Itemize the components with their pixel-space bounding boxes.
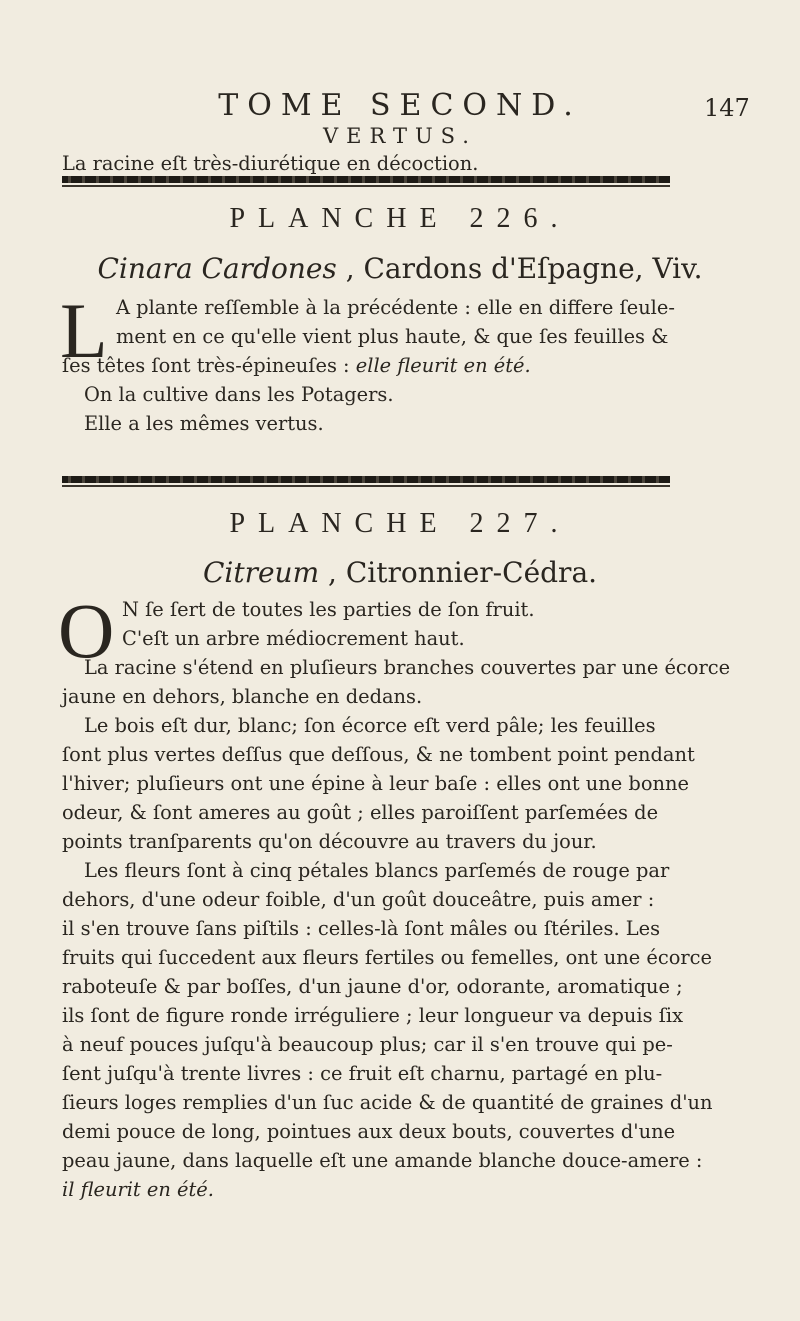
common-name: Cardons d'Eſpagne, Viv. [363,252,703,285]
text-line: ment en ce qu'elle vient plus haute, & que ſes feuilles & [116,325,669,348]
text-line: à neuf pouces juſqu'à beaucoup plus; car il s'en trouve qui pe- [62,1033,673,1056]
ornamental-rule [62,176,670,183]
text-line [62,1178,214,1201]
text-line: fruits qui ſuccedent aux fleurs fertiles ou femelles, ont une écorce [62,946,712,969]
text-line: odeur, & ſont ameres au goût ; elles paroiſſent parſemées de [62,801,659,824]
plate-title [0,252,800,285]
text-line: Elle a les mêmes vertus. [84,412,324,435]
page-number: 147 [704,94,750,122]
text-line: points tranſparents qu'on découvre au travers du jour. [62,830,597,853]
plate-title [0,556,800,589]
text-line: Les fleurs ſont à cinq pétales blancs parſemés de rouge par [84,859,670,882]
ornamental-rule [62,476,670,483]
italic-note: elle fleurit en été. [355,354,531,377]
intro-line: La racine eſt très-diurétique en décoction. [62,152,479,175]
text-line: peau jaune, dans laquelle eſt une amande blanche douce-amere : [62,1149,703,1172]
text-line: ſont plus vertes deſſus que deſſous, & ne tombent point pendant [62,743,695,766]
latin-name: Citreum [202,556,320,589]
text-line: ſieurs loges remplies d'un ſuc acide & de quantité de graines d'un [62,1091,713,1114]
running-title: TOME SECOND. [218,88,582,123]
section-title: VERTUS. [323,124,477,148]
drop-cap: O [58,587,115,674]
text-line: ſent juſqu'à trente livres : ce fruit eſt charnu, partagé en plu- [62,1062,663,1085]
text-line: ils ſont de figure ronde irréguliere ; leur longueur va depuis ſix [62,1004,684,1027]
name-separator: , [319,556,346,589]
text-line: Le bois eſt dur, blanc; ſon écorce eſt verd pâle; les feuilles [84,714,656,737]
plate-heading: PLANCHE 227. [229,508,571,539]
text-line: N ſe ſert de toutes les parties de ſon fruit. [122,598,535,621]
name-separator: , [336,252,364,285]
text-line: dehors, d'une odeur foible, d'un goût douceâtre, puis amer : [62,888,655,911]
text-line: demi pouce de long, pointues aux deux bouts, couvertes d'une [62,1120,676,1143]
latin-name: Cinara Cardones [97,252,337,285]
text-line: l'hiver; pluſieurs ont une épine à leur baſe : elles ont une bonne [62,772,689,795]
common-name: Citronnier-Cédra. [345,556,598,589]
text-line: La racine s'étend en pluſieurs branches couvertes par une écorce [84,656,731,679]
text-line: A plante reſſemble à la précédente : elle en differe ſeule- [116,296,675,319]
text-span: ſes têtes ſont très-épineuſes : [62,354,350,377]
text-line: C'eſt un arbre médiocrement haut. [122,627,465,650]
text-line [62,354,531,377]
text-line: il s'en trouve ſans piſtils : celles-là ſont mâles ou ſtériles. Les [62,917,661,940]
italic-note: il fleurit en été. [62,1178,214,1201]
drop-cap: L [60,287,108,374]
plate-heading: PLANCHE 226. [229,203,571,234]
text-line: jaune en dehors, blanche en dedans. [62,685,423,708]
text-line: On la cultive dans les Potagers. [84,383,394,406]
text-line: raboteuſe & par boſſes, d'un jaune d'or, odorante, aromatique ; [62,975,683,998]
